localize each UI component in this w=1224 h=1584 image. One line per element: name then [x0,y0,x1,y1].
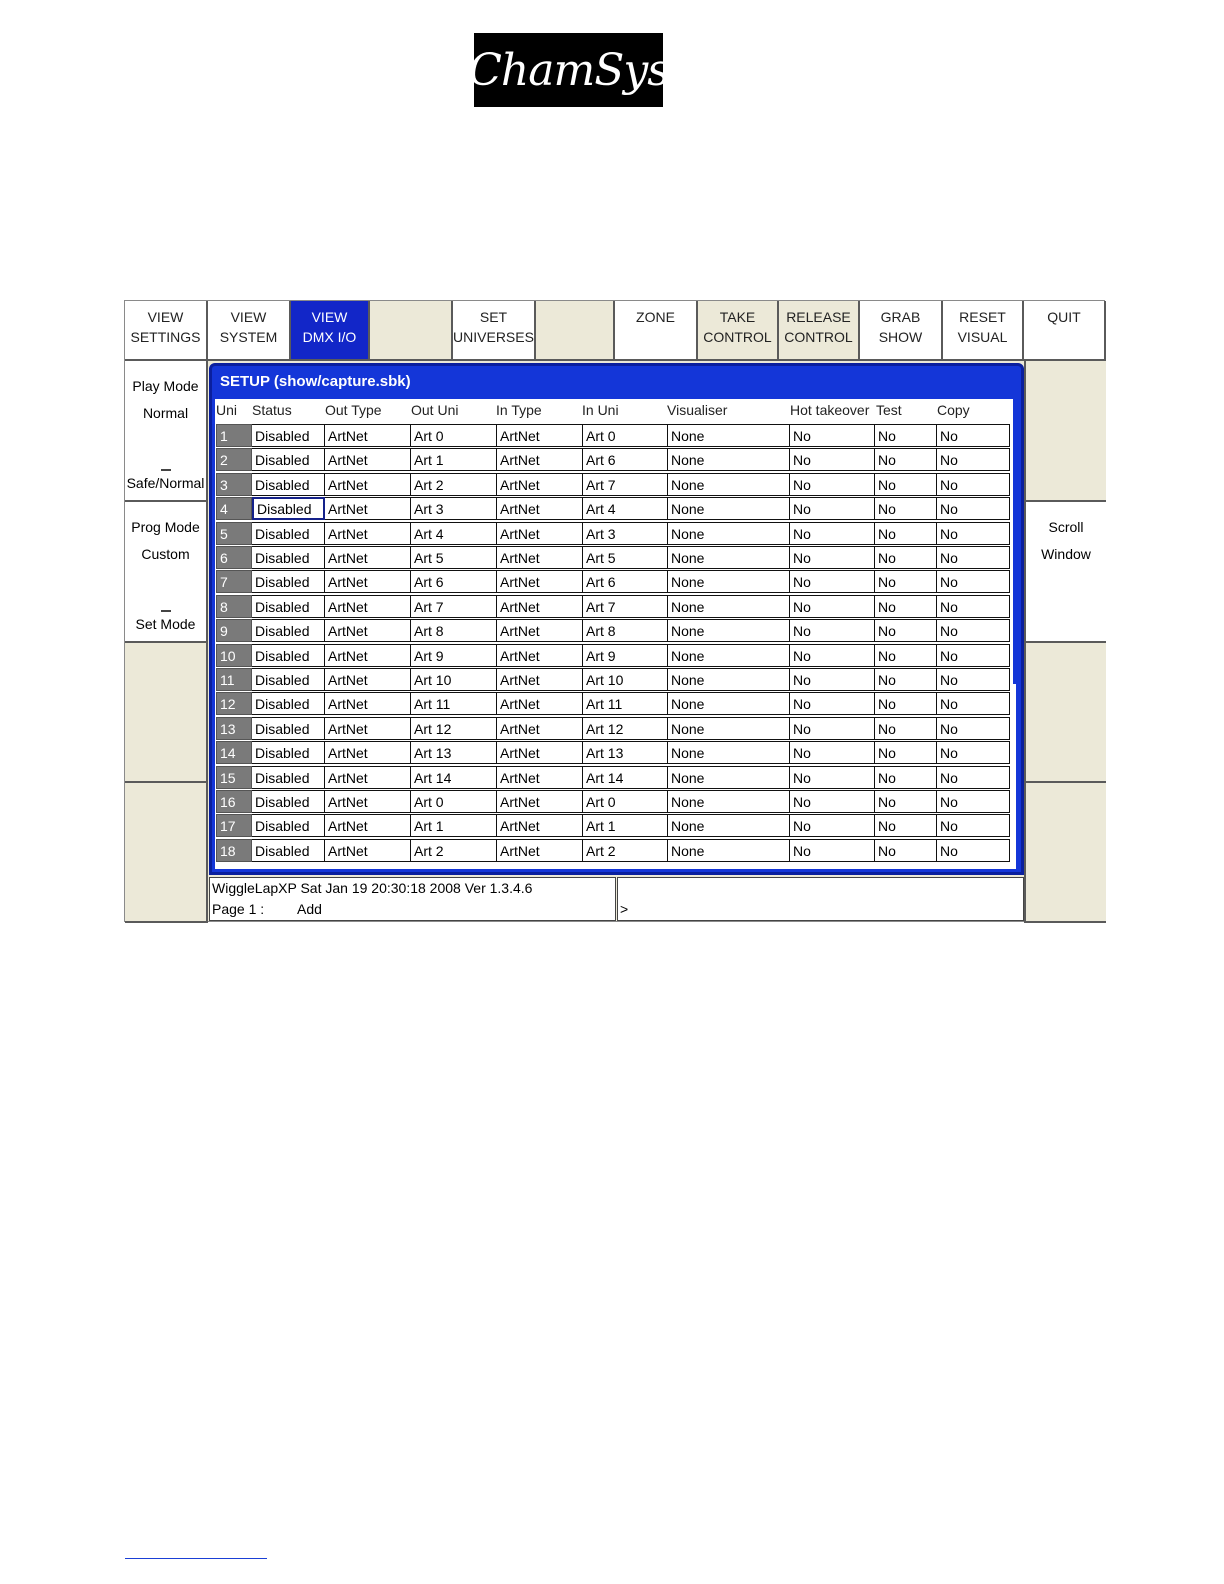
cell-visualiser[interactable]: None [668,766,790,789]
cell-copy[interactable]: No [937,814,1010,837]
chamsys-logo [468,33,669,107]
cell-copy[interactable]: No [937,839,1010,862]
cell-out-uni[interactable]: Art 4 [411,522,497,545]
table-row[interactable] [215,522,1011,546]
cell-copy[interactable]: No [937,473,1010,496]
cell-hot-takeover[interactable]: No [790,668,875,691]
table-row[interactable] [215,668,1011,692]
cell-hot-takeover[interactable]: No [790,497,875,520]
quit-button[interactable]: QUIT [1024,301,1106,361]
cell-in-type[interactable]: ArtNet [497,741,583,764]
cell-in-type[interactable]: ArtNet [497,546,583,569]
cell-out-type[interactable]: ArtNet [325,522,411,545]
cell-visualiser[interactable]: None [668,497,790,520]
right-softkey-3[interactable] [1024,643,1106,783]
cell-copy[interactable]: No [937,595,1010,618]
cell-in-type[interactable]: ArtNet [497,473,583,496]
cell-hot-takeover[interactable]: No [790,619,875,642]
cell-out-uni[interactable]: Art 10 [411,668,497,691]
cell-test[interactable]: No [875,546,937,569]
cell-test[interactable]: No [875,814,937,837]
cell-out-uni[interactable]: Art 1 [411,448,497,471]
cell-copy[interactable]: No [937,522,1010,545]
command-prompt: > [620,901,629,917]
table-row[interactable] [215,546,1011,570]
set-mode-label: Set Mode [135,616,196,632]
cell-hot-takeover[interactable]: No [790,595,875,618]
cell-in-uni[interactable]: Art 9 [583,644,668,667]
cell-status[interactable]: Disabled [252,497,325,520]
cell-in-type[interactable]: ArtNet [497,619,583,642]
scroll-window-button[interactable] [1024,502,1106,643]
cell-test[interactable]: No [875,570,937,593]
cell-test[interactable]: No [875,497,937,520]
column-header-in-uni: In Uni [582,402,619,418]
cell-copy[interactable]: No [937,497,1010,520]
cell-hot-takeover[interactable]: No [790,522,875,545]
cell-copy[interactable]: No [937,644,1010,667]
cell-test[interactable]: No [875,595,937,618]
column-header-status: Status [252,402,292,418]
view-settings-button[interactable]: VIEW SETTINGS [125,301,208,361]
cell-out-type[interactable]: ArtNet [325,497,411,520]
cell-in-type[interactable]: ArtNet [497,424,583,447]
universe-table [215,399,1016,869]
cell-visualiser[interactable]: None [668,570,790,593]
cell-status[interactable]: Disabled [252,814,325,837]
cell-in-uni[interactable]: Art 0 [583,790,668,813]
cell-test[interactable]: No [875,644,937,667]
cell-out-type[interactable]: ArtNet [325,644,411,667]
cell-in-uni[interactable]: Art 12 [583,717,668,740]
cell-out-uni[interactable]: Art 9 [411,644,497,667]
page-action: Add [297,901,322,917]
cell-in-uni[interactable]: Art 13 [583,741,668,764]
table-row[interactable] [215,766,1011,790]
cell-visualiser[interactable]: None [668,522,790,545]
column-header-out-uni: Out Uni [411,402,459,418]
cell-uni[interactable]: 7 [216,570,252,593]
cell-out-type[interactable]: ArtNet [325,448,411,471]
cell-test[interactable]: No [875,619,937,642]
cell-hot-takeover[interactable]: No [790,424,875,447]
cell-out-type[interactable]: ArtNet [325,717,411,740]
cell-in-type[interactable]: ArtNet [497,717,583,740]
left-softkey-3[interactable] [125,643,208,783]
cell-in-type[interactable]: ArtNet [497,595,583,618]
cell-hot-takeover[interactable]: No [790,546,875,569]
cell-visualiser[interactable]: None [668,619,790,642]
cell-in-type[interactable]: ArtNet [497,839,583,862]
cell-visualiser[interactable]: None [668,790,790,813]
cell-in-uni[interactable]: Art 0 [583,424,668,447]
cell-status[interactable]: Disabled [252,448,325,471]
page-label: Page 1 : [212,901,265,917]
cell-test[interactable]: No [875,790,937,813]
cell-out-uni[interactable]: Art 7 [411,595,497,618]
cell-uni[interactable]: 13 [216,717,252,740]
play-mode-label: Play Mode [132,378,199,394]
cell-in-uni[interactable]: Art 11 [583,692,668,715]
prog-mode-value: Custom [141,546,190,562]
prog-mode-button[interactable] [125,502,208,643]
cell-uni[interactable]: 16 [216,790,252,813]
cell-status[interactable]: Disabled [252,668,325,691]
cell-status[interactable]: Disabled [252,619,325,642]
column-header-out-type: Out Type [325,402,382,418]
cell-test[interactable]: No [875,717,937,740]
cell-hot-takeover[interactable]: No [790,692,875,715]
cell-hot-takeover[interactable]: No [790,644,875,667]
cell-uni[interactable]: 9 [216,619,252,642]
column-header-in-type: In Type [496,402,542,418]
column-header-copy: Copy [937,402,970,418]
cell-copy[interactable]: No [937,570,1010,593]
cell-copy[interactable]: No [937,741,1010,764]
cell-out-type[interactable]: ArtNet [325,595,411,618]
cell-out-uni[interactable]: Art 5 [411,546,497,569]
grab-show-button[interactable]: GRAB SHOW [860,301,943,361]
take-control-button[interactable]: TAKE CONTROL [698,301,779,361]
table-row[interactable] [215,839,1011,863]
cell-out-type[interactable]: ArtNet [325,741,411,764]
cell-uni[interactable]: 6 [216,546,252,569]
cell-out-type[interactable]: ArtNet [325,473,411,496]
column-header-visualiser: Visualiser [667,402,728,418]
cell-copy[interactable]: No [937,766,1010,789]
cell-uni[interactable]: 12 [216,692,252,715]
cell-out-uni[interactable]: Art 11 [411,692,497,715]
table-row[interactable] [215,741,1011,765]
cell-in-type[interactable]: ArtNet [497,522,583,545]
cell-uni[interactable]: 3 [216,473,252,496]
cell-test[interactable]: No [875,424,937,447]
cell-hot-takeover[interactable]: No [790,473,875,496]
cell-in-uni[interactable]: Art 6 [583,570,668,593]
cell-uni[interactable]: 5 [216,522,252,545]
table-row[interactable] [215,692,1011,716]
table-row[interactable] [215,570,1011,594]
cell-in-type[interactable]: ArtNet [497,448,583,471]
separator [161,469,171,471]
status-bar [209,877,616,921]
cell-status[interactable]: Disabled [252,522,325,545]
cell-status[interactable]: Disabled [252,424,325,447]
table-row[interactable] [215,717,1011,741]
table-row[interactable] [215,424,1011,448]
vertical-scrollbar[interactable] [1013,399,1016,684]
cell-in-type[interactable]: ArtNet [497,497,583,520]
cell-out-type[interactable]: ArtNet [325,814,411,837]
cell-out-type[interactable]: ArtNet [325,692,411,715]
play-mode-button[interactable] [125,361,208,502]
cell-copy[interactable]: No [937,619,1010,642]
cell-in-type[interactable]: ArtNet [497,692,583,715]
cell-hot-takeover[interactable]: No [790,448,875,471]
cell-uni[interactable]: 18 [216,839,252,862]
cell-hot-takeover[interactable]: No [790,717,875,740]
cell-status[interactable]: Disabled [252,473,325,496]
cell-uni[interactable]: 15 [216,766,252,789]
blank-button-2[interactable] [536,301,615,361]
cell-copy[interactable]: No [937,448,1010,471]
cell-out-uni[interactable]: Art 3 [411,497,497,520]
cell-out-uni[interactable]: Art 1 [411,814,497,837]
cell-in-type[interactable]: ArtNet [497,814,583,837]
cell-status[interactable]: Disabled [252,692,325,715]
cell-out-type[interactable]: ArtNet [325,570,411,593]
cell-in-uni[interactable]: Art 14 [583,766,668,789]
cell-visualiser[interactable]: None [668,473,790,496]
cell-visualiser[interactable]: None [668,546,790,569]
cell-out-uni[interactable]: Art 2 [411,473,497,496]
table-row[interactable] [215,644,1011,668]
column-header-hot-takeover: Hot takeover [790,402,870,418]
cell-hot-takeover[interactable]: No [790,814,875,837]
cell-out-type[interactable]: ArtNet [325,619,411,642]
view-system-button[interactable]: VIEW SYSTEM [208,301,291,361]
prog-mode-label: Prog Mode [131,519,200,535]
cell-visualiser[interactable]: None [668,741,790,764]
cell-visualiser[interactable]: None [668,717,790,740]
release-control-button[interactable]: RELEASE CONTROL [779,301,860,361]
cell-out-uni[interactable]: Art 6 [411,570,497,593]
cell-uni[interactable]: 8 [216,595,252,618]
cell-in-uni[interactable]: Art 5 [583,546,668,569]
cell-in-uni[interactable]: Art 2 [583,839,668,862]
cell-test[interactable]: No [875,522,937,545]
cell-status[interactable]: Disabled [252,741,325,764]
left-softkey-4[interactable] [125,783,208,923]
cell-uni[interactable]: 17 [216,814,252,837]
play-mode-value: Normal [142,405,189,421]
cell-hot-takeover[interactable]: No [790,570,875,593]
cell-hot-takeover[interactable]: No [790,839,875,862]
blank-button-1[interactable] [370,301,453,361]
separator [161,610,171,612]
cell-status[interactable]: Disabled [252,790,325,813]
cell-copy[interactable]: No [937,546,1010,569]
cell-visualiser[interactable]: None [668,644,790,667]
table-row[interactable] [215,497,1011,521]
cell-copy[interactable]: No [937,790,1010,813]
cell-uni[interactable]: 4 [216,497,252,520]
cell-uni[interactable]: 2 [216,448,252,471]
cell-out-type[interactable]: ArtNet [325,424,411,447]
cell-in-type[interactable]: ArtNet [497,644,583,667]
table-row[interactable] [215,473,1011,497]
cell-out-uni[interactable]: Art 0 [411,424,497,447]
cell-in-type[interactable]: ArtNet [497,570,583,593]
cell-in-uni[interactable]: Art 7 [583,595,668,618]
cell-in-uni[interactable]: Art 3 [583,522,668,545]
cell-out-uni[interactable]: Art 13 [411,741,497,764]
cell-in-type[interactable]: ArtNet [497,790,583,813]
right-softkey-4[interactable] [1024,783,1106,923]
cell-copy[interactable]: No [937,668,1010,691]
cell-in-type[interactable]: ArtNet [497,668,583,691]
cell-status[interactable]: Disabled [252,766,325,789]
cell-uni[interactable]: 1 [216,424,252,447]
cell-visualiser[interactable]: None [668,692,790,715]
table-row[interactable] [215,814,1011,838]
cell-status[interactable]: Disabled [252,546,325,569]
cell-copy[interactable]: No [937,717,1010,740]
table-row[interactable] [215,595,1011,619]
cell-test[interactable]: No [875,448,937,471]
cell-in-uni[interactable]: Art 10 [583,668,668,691]
cell-visualiser[interactable]: None [668,814,790,837]
cell-out-type[interactable]: ArtNet [325,766,411,789]
cell-hot-takeover[interactable]: No [790,790,875,813]
status-line: WiggleLapXP Sat Jan 19 20:30:18 2008 Ver 1.3.4.6 [212,880,533,896]
safe-normal-label: Safe/Normal [126,475,205,491]
cell-test[interactable]: No [875,692,937,715]
setup-window [209,363,1024,875]
reset-visual-button[interactable]: RESET VISUAL [943,301,1024,361]
cell-out-uni[interactable]: Art 2 [411,839,497,862]
cell-status[interactable]: Disabled [252,595,325,618]
cell-out-type[interactable]: ArtNet [325,839,411,862]
chamsys-app-window [124,300,1105,922]
scroll-label: Scroll [1048,519,1084,535]
window-label: Window [1041,546,1091,562]
cell-out-type[interactable]: ArtNet [325,546,411,569]
cell-status[interactable]: Disabled [252,570,325,593]
cell-hot-takeover[interactable]: No [790,766,875,789]
table-row[interactable] [215,448,1011,472]
set-universes-button[interactable]: SET UNIVERSES [453,301,536,361]
zone-button[interactable]: ZONE [615,301,698,361]
cell-in-uni[interactable]: Art 7 [583,473,668,496]
column-header-test: Test [876,402,902,418]
cell-test[interactable]: No [875,839,937,862]
cell-out-uni[interactable]: Art 12 [411,717,497,740]
cell-test[interactable]: No [875,668,937,691]
cell-out-uni[interactable]: Art 8 [411,619,497,642]
cell-uni[interactable]: 11 [216,668,252,691]
cell-test[interactable]: No [875,473,937,496]
cell-hot-takeover[interactable]: No [790,741,875,764]
cell-copy[interactable]: No [937,424,1010,447]
right-softkey-1[interactable] [1024,361,1106,502]
cell-uni[interactable]: 10 [216,644,252,667]
cell-in-uni[interactable]: Art 4 [583,497,668,520]
cell-in-uni[interactable]: Art 8 [583,619,668,642]
cell-out-uni[interactable]: Art 14 [411,766,497,789]
cell-out-type[interactable]: ArtNet [325,790,411,813]
logo-text: ChamSys [468,44,669,96]
table-row[interactable] [215,619,1011,643]
cell-visualiser[interactable]: None [668,595,790,618]
cell-uni[interactable]: 14 [216,741,252,764]
cell-test[interactable]: No [875,766,937,789]
table-row[interactable] [215,790,1011,814]
cell-test[interactable]: No [875,741,937,764]
view-dmx-io-button[interactable]: VIEW DMX I/O [291,301,370,361]
cell-visualiser[interactable]: None [668,839,790,862]
cell-status[interactable]: Disabled [252,644,325,667]
cell-status[interactable]: Disabled [252,717,325,740]
command-line[interactable] [617,877,1024,921]
cell-out-uni[interactable]: Art 0 [411,790,497,813]
cell-copy[interactable]: No [937,692,1010,715]
column-header-uni: Uni [216,402,238,418]
cell-in-uni[interactable]: Art 1 [583,814,668,837]
cell-in-uni[interactable]: Art 6 [583,448,668,471]
cell-out-type[interactable]: ArtNet [325,668,411,691]
setup-window-title: SETUP (show/capture.sbk) [220,373,411,390]
cell-visualiser[interactable]: None [668,668,790,691]
cell-visualiser[interactable]: None [668,448,790,471]
footer-link-underline [125,1558,267,1559]
cell-status[interactable]: Disabled [252,839,325,862]
cell-visualiser[interactable]: None [668,424,790,447]
cell-in-type[interactable]: ArtNet [497,766,583,789]
